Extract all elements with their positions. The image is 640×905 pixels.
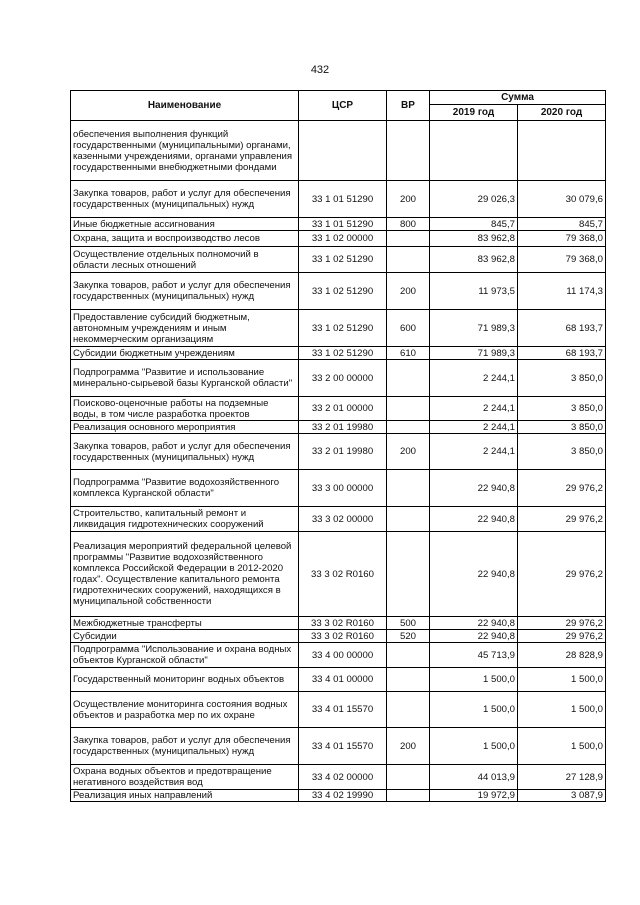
table-row	[71, 507, 606, 532]
row-2019-cell: 29 026,3	[430, 181, 518, 218]
table-row	[71, 668, 606, 692]
row-name-cell: Межбюджетные трансферты	[71, 617, 299, 630]
row-name-cell: обеспечения выполнения функций государственными (муниципальными) органами, казенными учреждениями, органами управления государственными внебюджетными фондами	[71, 121, 299, 181]
row-csr-cell: 33 3 02 R0160	[299, 630, 387, 643]
row-csr-cell: 33 4 00 00000	[299, 643, 387, 668]
row-name-cell: Предоставление субсидий бюджетным, автономным учреждениям и иным некоммерческим организациям	[71, 310, 299, 347]
table-row	[71, 360, 606, 397]
row-csr-cell: 33 2 01 00000	[299, 397, 387, 421]
row-csr-cell: 33 2 01 19980	[299, 421, 387, 434]
row-2019-cell: 2 244,1	[430, 360, 518, 397]
row-csr-cell: 33 1 02 51290	[299, 347, 387, 360]
row-2019-cell: 71 989,3	[430, 347, 518, 360]
row-vr-cell	[387, 692, 430, 728]
row-csr-cell: 33 4 02 00000	[299, 765, 387, 790]
row-name-cell: Субсидии бюджетным учреждениям	[71, 347, 299, 360]
row-2020-cell: 3 850,0	[518, 434, 606, 470]
row-2019-cell: 45 713,9	[430, 643, 518, 668]
table-row	[71, 231, 606, 247]
row-2019-cell: 22 940,8	[430, 470, 518, 507]
row-vr-cell	[387, 668, 430, 692]
row-name-cell: Реализация основного мероприятия	[71, 421, 299, 434]
row-csr-cell: 33 2 00 00000	[299, 360, 387, 397]
row-csr-cell: 33 3 00 00000	[299, 470, 387, 507]
row-vr-cell: 800	[387, 218, 430, 231]
table-row	[71, 532, 606, 617]
row-vr-cell	[387, 397, 430, 421]
row-vr-cell	[387, 360, 430, 397]
row-2019-cell: 83 962,8	[430, 247, 518, 273]
row-2020-cell: 29 976,2	[518, 630, 606, 643]
table-row	[71, 765, 606, 790]
row-vr-cell: 600	[387, 310, 430, 347]
row-2020-cell: 29 976,2	[518, 507, 606, 532]
header-year-2019: 2019 год	[430, 105, 518, 121]
row-2020-cell: 28 828,9	[518, 643, 606, 668]
row-csr-cell: 33 4 01 00000	[299, 668, 387, 692]
table-row	[71, 121, 606, 181]
row-name-cell: Государственный мониторинг водных объектов	[71, 668, 299, 692]
table-row	[71, 790, 606, 802]
row-vr-cell	[387, 121, 430, 181]
row-2020-cell: 27 128,9	[518, 765, 606, 790]
row-name-cell: Охрана, защита и воспроизводство лесов	[71, 231, 299, 247]
row-name-cell: Осуществление отдельных полномочий в области лесных отношений	[71, 247, 299, 273]
row-vr-cell: 520	[387, 630, 430, 643]
header-vr: ВР	[387, 91, 430, 121]
row-2019-cell: 19 972,9	[430, 790, 518, 802]
row-2020-cell: 3 850,0	[518, 421, 606, 434]
row-vr-cell	[387, 507, 430, 532]
row-2019-cell: 1 500,0	[430, 692, 518, 728]
row-vr-cell: 500	[387, 617, 430, 630]
table-row	[71, 273, 606, 310]
row-2020-cell: 79 368,0	[518, 247, 606, 273]
row-name-cell: Поисково-оценочные работы на подземные воды, в том числе разработка проектов	[71, 397, 299, 421]
row-2020-cell: 11 174,3	[518, 273, 606, 310]
row-2019-cell: 845,7	[430, 218, 518, 231]
row-name-cell: Реализация мероприятий федеральной целевой программы "Развитие водохозяйственного комплекса Российской Федерации в 2012-2020 годах". Осуществление капитального ремонта гидротехнических сооружений, находящихся в муниципальной собственности	[71, 532, 299, 617]
row-2019-cell: 2 244,1	[430, 397, 518, 421]
row-2019-cell: 22 940,8	[430, 630, 518, 643]
row-name-cell: Закупка товаров, работ и услуг для обеспечения государственных (муниципальных) нужд	[71, 273, 299, 310]
row-2019-cell	[430, 121, 518, 181]
table-row	[71, 310, 606, 347]
row-csr-cell: 33 2 01 19980	[299, 434, 387, 470]
row-2020-cell: 79 368,0	[518, 231, 606, 247]
row-csr-cell: 33 3 02 00000	[299, 507, 387, 532]
table-row	[71, 181, 606, 218]
row-name-cell: Подпрограмма "Развитие водохозяйственного комплекса Курганской области"	[71, 470, 299, 507]
row-name-cell: Реализация иных направлений	[71, 790, 299, 802]
table-body	[71, 121, 606, 802]
row-2019-cell: 2 244,1	[430, 434, 518, 470]
row-vr-cell	[387, 643, 430, 668]
row-csr-cell	[299, 121, 387, 181]
row-2020-cell: 29 976,2	[518, 470, 606, 507]
row-csr-cell: 33 3 02 R0160	[299, 617, 387, 630]
row-name-cell: Иные бюджетные ассигнования	[71, 218, 299, 231]
row-vr-cell: 610	[387, 347, 430, 360]
row-name-cell: Осуществление мониторинга состояния водных объектов и разработка мер по их охране	[71, 692, 299, 728]
row-2020-cell: 3 850,0	[518, 360, 606, 397]
table-row	[71, 728, 606, 765]
row-vr-cell	[387, 470, 430, 507]
row-2019-cell: 22 940,8	[430, 532, 518, 617]
row-2019-cell: 44 013,9	[430, 765, 518, 790]
table-row	[71, 630, 606, 643]
row-2019-cell: 71 989,3	[430, 310, 518, 347]
row-2020-cell: 1 500,0	[518, 692, 606, 728]
header-sum: Сумма	[430, 91, 606, 105]
row-2019-cell: 1 500,0	[430, 668, 518, 692]
table-row	[71, 247, 606, 273]
table-row	[71, 470, 606, 507]
row-vr-cell: 200	[387, 728, 430, 765]
row-vr-cell	[387, 421, 430, 434]
row-2019-cell: 11 973,5	[430, 273, 518, 310]
row-name-cell: Закупка товаров, работ и услуг для обеспечения государственных (муниципальных) нужд	[71, 728, 299, 765]
row-vr-cell	[387, 532, 430, 617]
row-csr-cell: 33 4 01 15570	[299, 692, 387, 728]
row-2020-cell: 1 500,0	[518, 728, 606, 765]
page-number: 432	[310, 64, 330, 76]
row-2019-cell: 83 962,8	[430, 231, 518, 247]
row-vr-cell	[387, 790, 430, 802]
row-name-cell: Подпрограмма "Использование и охрана водных объектов Курганской области"	[71, 643, 299, 668]
row-2020-cell: 3 850,0	[518, 397, 606, 421]
row-vr-cell	[387, 765, 430, 790]
budget-table	[70, 90, 606, 802]
row-vr-cell: 200	[387, 181, 430, 218]
row-csr-cell: 33 1 02 51290	[299, 310, 387, 347]
row-csr-cell: 33 1 02 00000	[299, 231, 387, 247]
row-name-cell: Субсидии	[71, 630, 299, 643]
table-row	[71, 347, 606, 360]
row-2020-cell: 845,7	[518, 218, 606, 231]
row-2020-cell: 68 193,7	[518, 310, 606, 347]
table-row	[71, 617, 606, 630]
row-2020-cell: 3 087,9	[518, 790, 606, 802]
row-name-cell: Закупка товаров, работ и услуг для обеспечения государственных (муниципальных) нужд	[71, 434, 299, 470]
row-name-cell: Закупка товаров, работ и услуг для обеспечения государственных (муниципальных) нужд	[71, 181, 299, 218]
row-vr-cell	[387, 231, 430, 247]
row-csr-cell: 33 1 01 51290	[299, 218, 387, 231]
header-name: Наименование	[71, 91, 299, 121]
header-year-2020: 2020 год	[518, 105, 606, 121]
row-name-cell: Охрана водных объектов и предотвращение негативного воздействия вод	[71, 765, 299, 790]
row-csr-cell: 33 1 02 51290	[299, 247, 387, 273]
table-row	[71, 218, 606, 231]
row-2020-cell: 30 079,6	[518, 181, 606, 218]
row-vr-cell: 200	[387, 434, 430, 470]
table-row	[71, 397, 606, 421]
table-row	[71, 434, 606, 470]
table-row	[71, 421, 606, 434]
row-csr-cell: 33 1 02 51290	[299, 273, 387, 310]
row-vr-cell	[387, 247, 430, 273]
row-2020-cell: 29 976,2	[518, 617, 606, 630]
row-name-cell: Строительство, капитальный ремонт и ликвидация гидротехнических сооружений	[71, 507, 299, 532]
row-2019-cell: 22 940,8	[430, 617, 518, 630]
row-2020-cell	[518, 121, 606, 181]
row-2020-cell: 68 193,7	[518, 347, 606, 360]
row-name-cell: Подпрограмма "Развитие и использование минерально-сырьевой базы Курганской области"	[71, 360, 299, 397]
table-row	[71, 692, 606, 728]
row-csr-cell: 33 3 02 R0160	[299, 532, 387, 617]
row-2019-cell: 22 940,8	[430, 507, 518, 532]
row-csr-cell: 33 1 01 51290	[299, 181, 387, 218]
row-2019-cell: 1 500,0	[430, 728, 518, 765]
header-csr: ЦСР	[299, 91, 387, 121]
row-vr-cell: 200	[387, 273, 430, 310]
row-2020-cell: 1 500,0	[518, 668, 606, 692]
row-csr-cell: 33 4 01 15570	[299, 728, 387, 765]
row-2020-cell: 29 976,2	[518, 532, 606, 617]
table-row	[71, 643, 606, 668]
row-2019-cell: 2 244,1	[430, 421, 518, 434]
row-csr-cell: 33 4 02 19990	[299, 790, 387, 802]
